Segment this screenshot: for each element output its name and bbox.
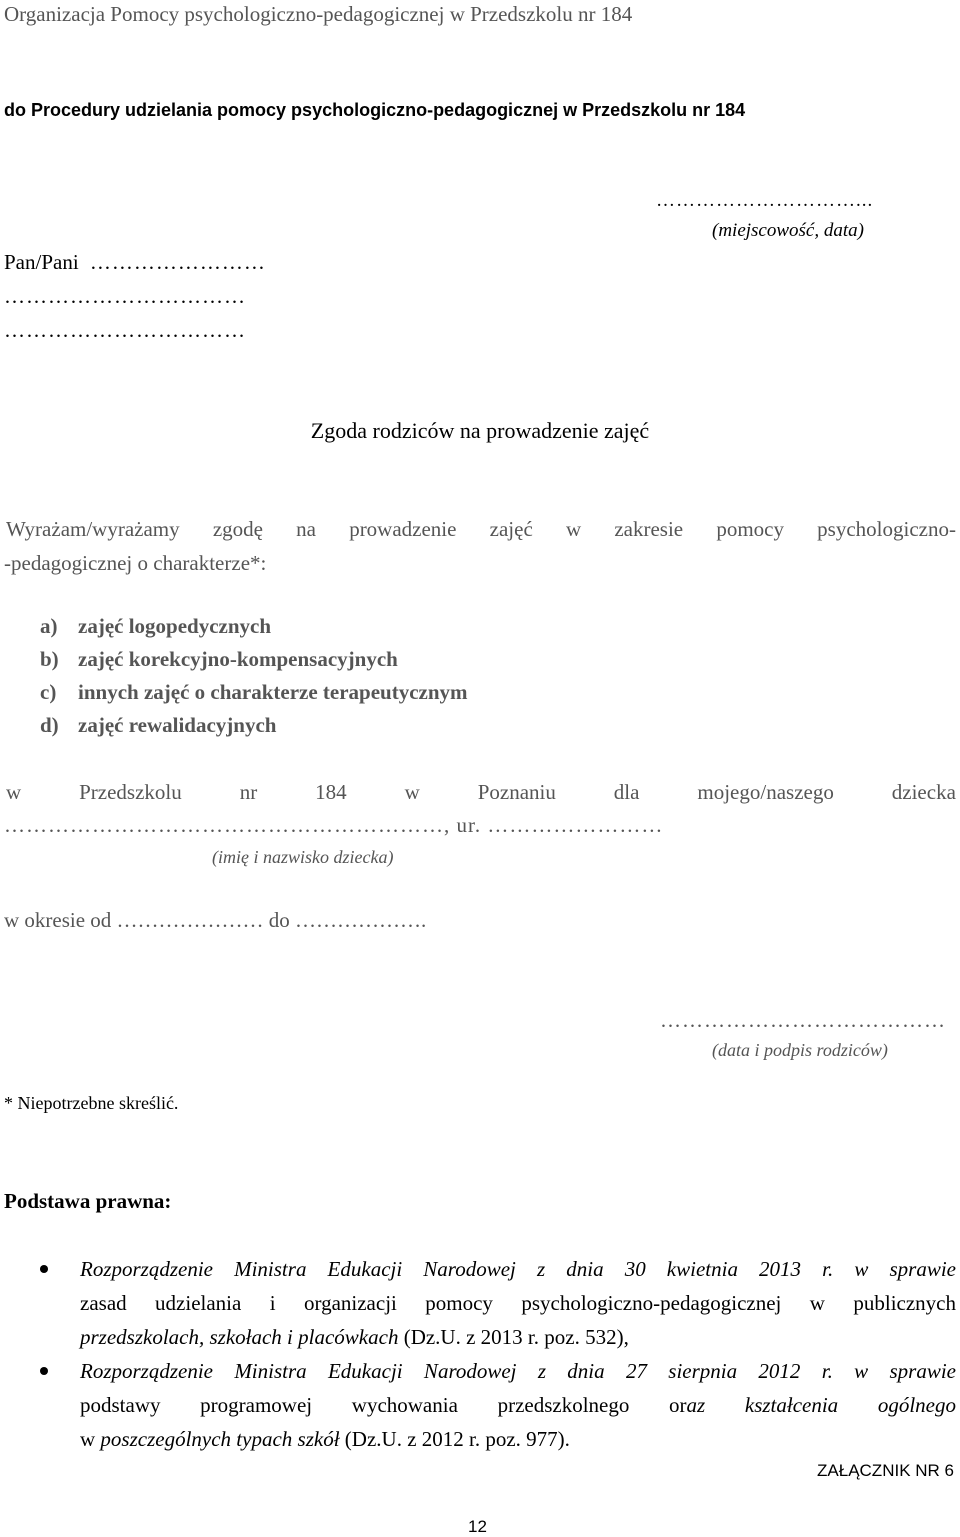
option-marker: a): [40, 614, 58, 638]
addressee-line2: ……………………………: [4, 284, 246, 308]
legal-heading: Podstawa prawna:: [4, 1189, 172, 1213]
location-word: w: [404, 780, 420, 804]
location-word: nr: [239, 780, 258, 804]
legal-item-2-subject: podstawy programowej wychowania przedszkolnego or: [80, 1393, 687, 1417]
location-word: w: [6, 780, 22, 804]
legal-item-2: [80, 1354, 956, 1456]
intro-line-2: -pedagogicznej o charakterze*:: [4, 551, 267, 575]
option-c: [40, 680, 468, 705]
intro-word: prowadzenie: [349, 517, 457, 541]
document-subtitle: do Procedury udzielania pomocy psychologiczno-pedagogicznej w Przedszkolu nr 184: [4, 100, 746, 120]
option-text: innych zajęć o charakterze terapeutycznym: [78, 680, 468, 704]
option-marker: d): [40, 713, 59, 737]
addressee-salutation-line: [4, 250, 266, 275]
legal-item-2-citation: (Dz.U. z 2012 r. poz. 977).: [339, 1427, 570, 1451]
signature-caption: (data i podpis rodziców): [712, 1040, 888, 1060]
intro-line-1: [6, 517, 956, 542]
footnote: * Niepotrzebne skreślić.: [4, 1093, 179, 1113]
intro-word: zakresie: [614, 517, 684, 541]
option-marker: c): [40, 680, 57, 704]
signature-dots: …………………………………: [660, 1008, 946, 1032]
legal-item-2-prefix: w: [80, 1427, 101, 1451]
intro-word: w: [565, 517, 582, 541]
legal-item-2-subject-cont: poszczególnych typach szkół: [100, 1427, 340, 1451]
legal-item-1: [80, 1252, 956, 1354]
legal-item-1-title: Rozporządzenie Ministra Edukacji Narodowej z dnia 30 kwietnia 2013 r. w sprawie: [80, 1257, 956, 1281]
addressee-salutation: Pan/Pani: [4, 250, 79, 274]
child-name-dots: ……………………………………………………, ur. ……………………: [4, 813, 664, 837]
location-line: [6, 780, 956, 805]
legal-item-1-subject: zasad udzielania i organizacji pomocy psychologiczno-pedagogicznej w publicznych: [80, 1291, 956, 1315]
option-text: zajęć rewalidacyjnych: [78, 713, 277, 737]
intro-word: pomocy: [716, 517, 784, 541]
intro-word: na: [296, 517, 316, 541]
option-b: [40, 647, 398, 672]
location-word: 184: [315, 780, 347, 804]
location-word: dziecka: [891, 780, 956, 804]
intro-word: zajęć: [489, 517, 533, 541]
attachment-label: ZAŁĄCZNIK NR 6: [817, 1461, 954, 1480]
legal-item-1-citation: (Dz.U. z 2013 r. poz. 532),: [398, 1325, 629, 1349]
bullet-icon: [40, 1367, 48, 1375]
addressee-name-dots: ……………………: [89, 250, 266, 274]
option-d: [40, 713, 276, 738]
option-a: [40, 614, 271, 639]
legal-item-2-title: Rozporządzenie Ministra Edukacji Narodowej z dnia 27 sierpnia 2012 r. w sprawie: [80, 1359, 956, 1383]
intro-word: Wyrażam/wyrażamy: [6, 517, 180, 541]
period-line: w okresie od ………………… do ……………….: [4, 908, 427, 932]
option-text: zajęć korekcyjno-kompensacyjnych: [78, 647, 398, 671]
location-word: dla: [613, 780, 640, 804]
intro-word: zgodę: [212, 517, 263, 541]
form-title: Zgoda rodziców na prowadzenie zajęć: [310, 418, 650, 443]
place-date-dots: …………………………...: [656, 190, 874, 211]
child-name-caption: (imię i nazwisko dziecka): [212, 847, 394, 867]
location-word: Poznaniu: [477, 780, 556, 804]
bullet-icon: [40, 1265, 48, 1273]
intro-word: psychologiczno-: [817, 517, 956, 541]
running-header: Organizacja Pomocy psychologiczno-pedagogicznej w Przedszkolu nr 184: [4, 2, 633, 26]
legal-item-1-subject-cont: przedszkolach, szkołach i placówkach: [80, 1325, 399, 1349]
location-word: mojego/naszego: [697, 780, 834, 804]
page-number: 12: [468, 1517, 487, 1536]
place-date-caption: (miejscowość, data): [712, 220, 864, 241]
legal-item-2-subject-italic: az kształcenia ogólnego: [686, 1393, 956, 1417]
option-marker: b): [40, 647, 59, 671]
addressee-line3: ……………………………: [4, 318, 246, 342]
option-text: zajęć logopedycznych: [78, 614, 272, 638]
location-word: Przedszkolu: [79, 780, 182, 804]
